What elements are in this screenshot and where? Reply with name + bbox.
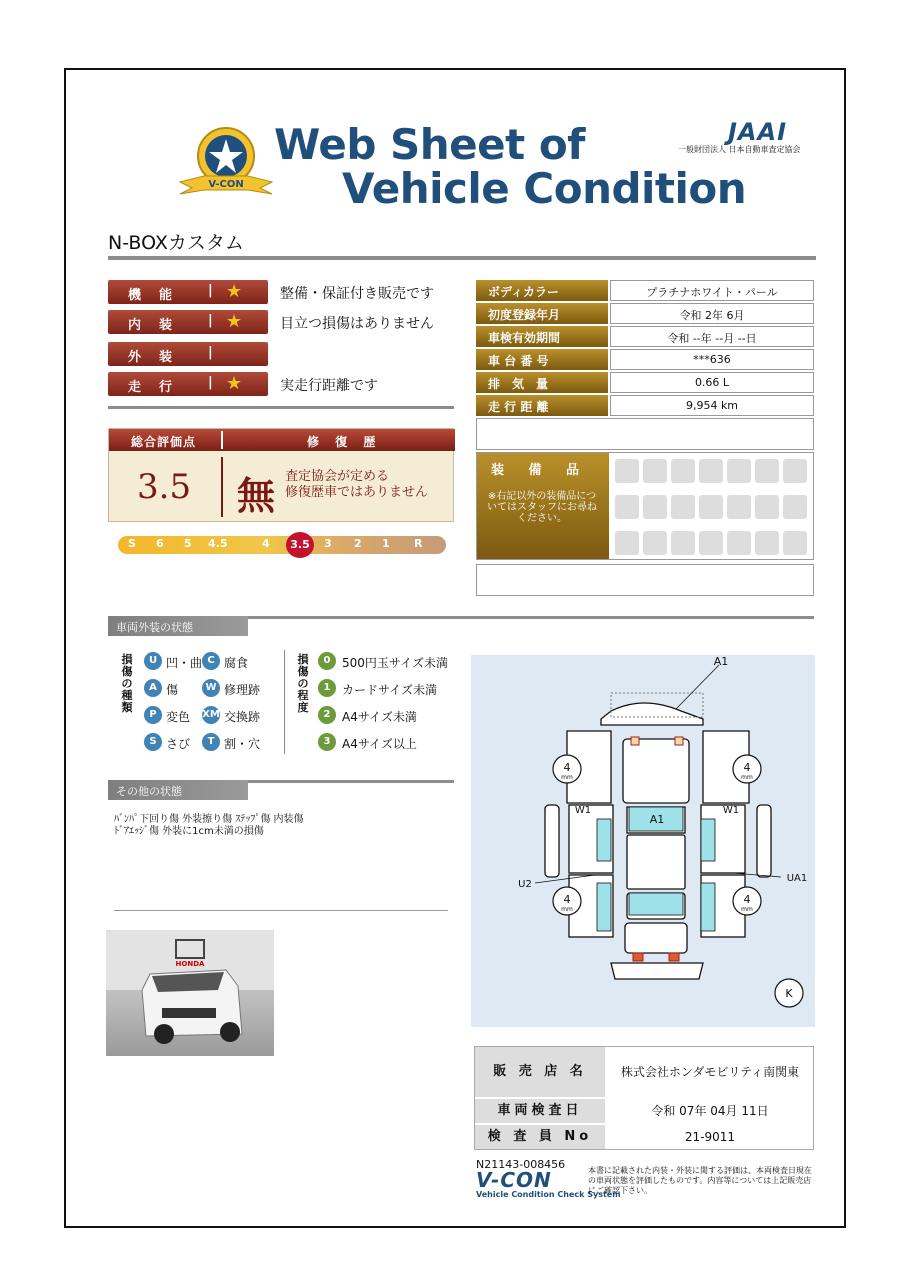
rating-bar: | xyxy=(208,375,213,390)
tire-unit-label: mm xyxy=(741,774,753,781)
inspect-date-key: 車両検査日 xyxy=(475,1099,605,1123)
label-a1-top: A1 xyxy=(713,655,729,668)
vcon-system-name: Vehicle Condition Check System xyxy=(476,1190,621,1199)
history-line-2: 修復歴車ではありません xyxy=(285,485,429,500)
inspector-key: 検 査 員 No xyxy=(475,1125,605,1149)
equipment-blank-box xyxy=(476,564,814,596)
scale-label: 2 xyxy=(354,537,362,550)
history-line-1: 査定協会が定める xyxy=(285,469,390,484)
damage-type-label: 変色 xyxy=(166,710,191,724)
rating-label: 内装 xyxy=(128,318,191,333)
tire-depth-label: 4 xyxy=(563,893,571,906)
rating-label: 外装 xyxy=(128,350,191,365)
equipment-slot xyxy=(671,459,695,483)
divider xyxy=(108,406,454,409)
tire-depth-label: 4 xyxy=(563,761,571,774)
rating-bar: | xyxy=(208,313,213,328)
svg-text:HONDA: HONDA xyxy=(175,960,205,968)
damage-type-code-icon: W xyxy=(202,679,220,697)
other-line-1: ﾊﾞﾝﾊﾟ下回り傷 外装擦り傷 ｽﾃｯﾌﾟ傷 内装傷 xyxy=(114,814,304,825)
equipment-slot xyxy=(727,495,751,519)
equipment-slot xyxy=(727,459,751,483)
spec-value: 9,954 km xyxy=(610,395,814,416)
star-icon: ★ xyxy=(226,281,243,302)
scale-current: 3.5 xyxy=(286,532,314,558)
spec-row-color xyxy=(476,280,814,301)
damage-type-code-icon: T xyxy=(202,733,220,751)
equipment-slot xyxy=(783,531,807,555)
equipment-slot xyxy=(699,495,723,519)
damage-degree-label: A4サイズ以上 xyxy=(342,737,417,751)
vcon-logo: V-CON xyxy=(476,1168,552,1192)
shop-key: 販 売 店 名 xyxy=(475,1047,605,1097)
rating-bar: | xyxy=(208,345,213,360)
equipment-slot xyxy=(783,459,807,483)
org-name: 一般財団法人 日本自動車査定協会 xyxy=(678,145,801,154)
car-damage-diagram xyxy=(471,655,815,1027)
rating-label: 機能 xyxy=(128,288,191,303)
score-header xyxy=(109,429,455,451)
overall-score: 3.5 xyxy=(137,467,192,507)
legend-separator xyxy=(284,650,285,754)
damage-degree-label: 500円玉サイズ未満 xyxy=(342,656,448,670)
rating-text: 整備・保証付き販売です xyxy=(280,286,434,302)
label-u2: U2 xyxy=(518,879,532,890)
tire-unit-label: mm xyxy=(741,906,753,913)
spec-key: 初度登録年月 xyxy=(476,303,608,324)
label-a1-roof: A1 xyxy=(649,813,665,826)
spec-row-inspection xyxy=(476,326,814,347)
damage-type-label: 交換跡 xyxy=(224,710,261,724)
equipment-slot xyxy=(755,531,779,555)
spec-value: 令和 2年 6月 xyxy=(610,303,814,324)
equipment-box xyxy=(476,452,814,560)
section-line xyxy=(248,616,814,619)
equipment-slot xyxy=(699,531,723,555)
k-mark: K xyxy=(785,987,793,1000)
damage-type-label: 傷 xyxy=(166,683,179,697)
equipment-title: 装 備 品 xyxy=(491,463,590,478)
equipment-slot xyxy=(643,531,667,555)
rating-tag xyxy=(108,310,268,334)
rating-tag xyxy=(108,342,268,366)
spec-value: プラチナホワイト・パール xyxy=(610,280,814,301)
spec-value: 0.66 L xyxy=(610,372,814,393)
spec-key: 排 気 量 xyxy=(476,372,608,393)
score-separator xyxy=(221,457,223,517)
sheet-frame xyxy=(64,68,846,1228)
spec-key: 車 台 番 号 xyxy=(476,349,608,370)
title-line-2: Vehicle Condition xyxy=(342,164,747,213)
header-separator xyxy=(221,431,223,449)
history-text xyxy=(285,469,428,501)
rating-bar: | xyxy=(208,283,213,298)
grade-scale xyxy=(118,536,446,554)
spec-row-registration xyxy=(476,303,814,324)
damage-type-title: 損傷の種類 xyxy=(121,653,133,714)
equipment-slot xyxy=(783,495,807,519)
equipment-slot xyxy=(615,531,639,555)
rating-tag xyxy=(108,372,268,396)
equipment-slot xyxy=(615,459,639,483)
spec-row-mileage xyxy=(476,395,814,416)
star-icon: ★ xyxy=(226,373,243,394)
equipment-note: ※右記以外の装備品についてはスタッフにお尋ねください。 xyxy=(487,491,597,524)
damage-type-code-icon: S xyxy=(144,733,162,751)
damage-type-label: 腐食 xyxy=(224,656,249,670)
scale-label: 5 xyxy=(184,537,192,550)
model-name: N-BOXカスタム xyxy=(108,232,244,254)
equipment-label-panel xyxy=(477,453,609,559)
score-box xyxy=(108,428,454,522)
scale-label: 3 xyxy=(324,537,332,550)
other-condition-text xyxy=(114,814,304,838)
equipment-slot xyxy=(615,495,639,519)
damage-type-code-icon: P xyxy=(144,706,162,724)
scale-label: 4 xyxy=(262,537,270,550)
vcon-badge-icon xyxy=(174,124,278,204)
equipment-slot xyxy=(727,531,751,555)
damage-degree-code-icon: 1 xyxy=(318,679,336,697)
exterior-section-header: 車両外装の状態 xyxy=(108,616,248,636)
spec-key: ボディカラー xyxy=(476,280,608,301)
spec-blank-box xyxy=(476,418,814,450)
equipment-slot xyxy=(755,495,779,519)
label-w1-left: W1 xyxy=(574,805,592,816)
damage-type-code-icon: A xyxy=(144,679,162,697)
other-section-header: その他の状態 xyxy=(108,780,248,800)
jaai-logo: JAAI xyxy=(728,118,788,146)
svg-text:V-CON: V-CON xyxy=(208,179,244,190)
tire-depth-label: 4 xyxy=(743,761,751,774)
spec-value: ***636 xyxy=(610,349,814,370)
history-header-label: 修 復 歴 xyxy=(307,435,382,449)
footer-note: 本書に記載された内装・外装に関する評価は、本両検査日現在の車両状態を評価したものです。内容等については上記販売店にご確認下さい。 xyxy=(588,1166,812,1195)
damage-type-label: さび xyxy=(166,737,191,751)
sheet-code: N21143-008456 xyxy=(476,1158,566,1171)
spec-value: 令和 --年 --月 --日 xyxy=(610,326,814,347)
damage-type-code-icon: C xyxy=(202,652,220,670)
divider xyxy=(108,256,816,260)
equipment-slot xyxy=(643,459,667,483)
other-bottom-line xyxy=(114,910,448,911)
equipment-slot xyxy=(671,495,695,519)
section-line xyxy=(248,780,454,783)
label-w1-right: W1 xyxy=(722,805,740,816)
damage-degree-code-icon: 2 xyxy=(318,706,336,724)
tire-unit-label: mm xyxy=(561,774,573,781)
dealer-table xyxy=(474,1046,814,1150)
damage-type-label: 修理跡 xyxy=(224,683,261,697)
inspect-date-value: 令和 07年 04月 11日 xyxy=(607,1099,813,1123)
equipment-slot xyxy=(699,459,723,483)
scale-label: R xyxy=(414,537,423,550)
tire-depth-label: 4 xyxy=(743,893,751,906)
rating-text: 目立つ損傷はありません xyxy=(280,316,434,332)
damage-type-code-icon: U xyxy=(144,652,162,670)
other-line-2: ﾄﾞｱｴｯｼﾞ傷 外装に1cm未満の損傷 xyxy=(114,826,264,837)
inspector-value: 21-9011 xyxy=(607,1125,813,1149)
scale-label: 4.5 xyxy=(208,537,228,550)
scale-label: S xyxy=(128,537,136,550)
title-line-1: Web Sheet of xyxy=(274,120,585,169)
equipment-slot xyxy=(755,459,779,483)
score-header-label: 総合評価点 xyxy=(131,435,197,449)
equipment-slot xyxy=(643,495,667,519)
scale-label: 6 xyxy=(156,537,164,550)
equipment-slot xyxy=(671,531,695,555)
car-outline-svg xyxy=(471,655,815,1027)
damage-type-label: 凹・曲 xyxy=(166,656,203,670)
spec-key: 車検有効期間 xyxy=(476,326,608,347)
scale-label: 1 xyxy=(382,537,390,550)
spec-row-chassis xyxy=(476,349,814,370)
tire-unit-label: mm xyxy=(561,906,573,913)
label-ua1: UA1 xyxy=(786,873,808,884)
rating-label: 走行 xyxy=(128,380,191,395)
damage-type-label: 割・穴 xyxy=(224,737,261,751)
damage-degree-title: 損傷の程度 xyxy=(297,653,309,714)
spec-row-displacement xyxy=(476,372,814,393)
star-icon: ★ xyxy=(226,311,243,332)
damage-type-code-icon: XM xyxy=(202,706,220,724)
shop-value: 株式会社ホンダモビリティ南関東 xyxy=(607,1047,813,1097)
damage-degree-code-icon: 3 xyxy=(318,733,336,751)
spec-key: 走 行 距 離 xyxy=(476,395,608,416)
rating-tag xyxy=(108,280,268,304)
damage-degree-label: A4サイズ未満 xyxy=(342,710,417,724)
history-mark: 無 xyxy=(237,473,276,518)
damage-degree-label: カードサイズ未満 xyxy=(342,683,438,697)
damage-degree-code-icon: 0 xyxy=(318,652,336,670)
rating-text: 実走行距離です xyxy=(280,378,378,394)
vehicle-photo xyxy=(106,930,274,1056)
